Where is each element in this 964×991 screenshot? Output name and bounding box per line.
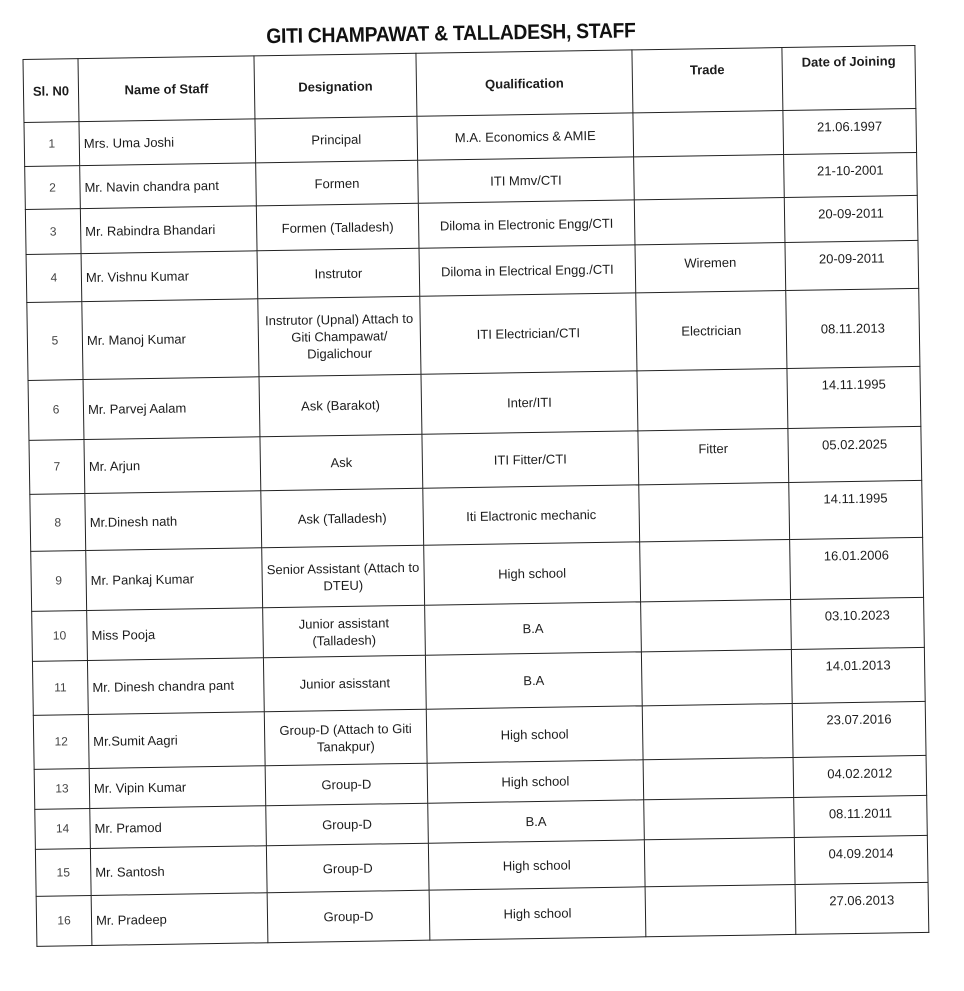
cell-sl: 8 bbox=[30, 494, 86, 552]
cell-sl: 2 bbox=[25, 166, 81, 210]
cell-date: 21.06.1997 bbox=[783, 108, 917, 154]
header-trade: Trade bbox=[632, 48, 783, 113]
cell-sl: 10 bbox=[32, 611, 88, 662]
cell-name: Mr. Dinesh chandra pant bbox=[87, 658, 264, 715]
cell-sl: 14 bbox=[35, 809, 91, 850]
cell-name: Mr. Rabindra Bhandari bbox=[80, 206, 257, 254]
cell-trade bbox=[642, 703, 793, 759]
cell-name: Mr. Manoj Kumar bbox=[82, 299, 259, 380]
cell-designation: Ask (Talladesh) bbox=[261, 488, 424, 548]
cell-qualification: High school bbox=[429, 887, 646, 940]
cell-date: 03.10.2023 bbox=[791, 597, 925, 649]
cell-designation: Group-D bbox=[266, 843, 429, 893]
cell-name: Mr. Pradeep bbox=[91, 893, 268, 946]
cell-date: 04.02.2012 bbox=[793, 755, 927, 797]
cell-name: Mr. Pankaj Kumar bbox=[86, 548, 263, 611]
cell-name: Mr. Pramod bbox=[90, 806, 267, 849]
cell-sl: 13 bbox=[34, 769, 90, 810]
cell-date: 27.06.2013 bbox=[795, 882, 929, 934]
cell-designation: Formen bbox=[256, 160, 419, 206]
cell-qualification: Diloma in Electrical Engg./CTI bbox=[419, 245, 636, 296]
cell-name: Mrs. Uma Joshi bbox=[79, 119, 256, 166]
cell-sl: 3 bbox=[25, 209, 81, 255]
cell-qualification: High school bbox=[424, 542, 641, 605]
cell-designation: Instrutor (Upnal) Attach to Giti Champawat/ Digalichour bbox=[258, 296, 421, 377]
staff-table bbox=[22, 45, 929, 947]
cell-date: 08.11.2013 bbox=[786, 288, 920, 368]
cell-trade bbox=[639, 482, 790, 541]
cell-date: 08.11.2011 bbox=[794, 795, 928, 837]
cell-qualification: ITI Mmv/CTI bbox=[418, 157, 635, 203]
cell-designation: Principal bbox=[255, 116, 418, 163]
cell-designation: Group-D bbox=[267, 890, 430, 943]
cell-sl: 5 bbox=[27, 302, 83, 381]
cell-trade bbox=[644, 837, 795, 886]
cell-name: Mr. Navin chandra pant bbox=[80, 163, 257, 209]
cell-sl: 4 bbox=[26, 254, 82, 303]
header-date-of-joining: Date of Joining bbox=[782, 45, 916, 110]
cell-name: Miss Pooja bbox=[87, 608, 264, 661]
header-name: Name of Staff bbox=[78, 56, 255, 122]
cell-trade: Fitter bbox=[638, 429, 789, 485]
cell-trade bbox=[640, 539, 791, 601]
cell-date: 04.09.2014 bbox=[794, 835, 928, 884]
cell-trade bbox=[644, 797, 795, 839]
cell-qualification: B.A bbox=[425, 652, 642, 709]
cell-date: 14.11.1995 bbox=[787, 366, 921, 428]
cell-qualification: High school bbox=[428, 840, 645, 890]
cell-qualification: High school bbox=[426, 706, 643, 763]
cell-qualification: ITI Electrician/CTI bbox=[420, 293, 637, 374]
cell-sl: 11 bbox=[32, 661, 88, 716]
cell-sl: 1 bbox=[24, 122, 80, 167]
cell-designation: Senior Assistant (Attach to DTEU) bbox=[262, 545, 425, 608]
cell-name: Mr. Vipin Kumar bbox=[89, 766, 266, 809]
cell-qualification: M.A. Economics & AMIE bbox=[417, 113, 634, 160]
cell-designation: Instrutor bbox=[257, 248, 420, 299]
cell-trade bbox=[641, 649, 792, 705]
cell-date: 20-09-2011 bbox=[784, 195, 918, 242]
cell-qualification: B.A bbox=[428, 800, 645, 843]
cell-designation: Junior asisstant bbox=[263, 655, 426, 712]
header-qualification: Qualification bbox=[416, 50, 633, 116]
cell-trade bbox=[634, 155, 785, 200]
cell-designation: Junior assistant (Talladesh) bbox=[263, 605, 426, 658]
cell-designation: Ask bbox=[260, 434, 423, 491]
staff-table-body bbox=[24, 108, 929, 946]
header-designation: Designation bbox=[254, 53, 417, 119]
cell-qualification: Iti Elactronic mechanic bbox=[423, 485, 640, 545]
cell-designation: Formen (Talladesh) bbox=[256, 203, 419, 251]
cell-sl: 9 bbox=[31, 551, 87, 612]
cell-sl: 15 bbox=[35, 849, 91, 897]
cell-trade bbox=[634, 198, 785, 245]
cell-date: 16.01.2006 bbox=[790, 537, 924, 599]
cell-date: 14.01.2013 bbox=[791, 647, 925, 703]
cell-qualification: B.A bbox=[425, 602, 642, 655]
cell-name: Mr.Sumit Aagri bbox=[88, 712, 265, 769]
document-title: GITI CHAMPAWAT & TALLADESH, STAFF bbox=[266, 19, 636, 49]
cell-qualification: Diloma in Electronic Engg/CTI bbox=[418, 200, 635, 248]
cell-date: 14.11.1995 bbox=[789, 480, 923, 539]
cell-qualification: Inter/ITI bbox=[421, 371, 638, 434]
cell-qualification: High school bbox=[427, 760, 644, 803]
cell-date: 21-10-2001 bbox=[784, 152, 918, 197]
header-sl-no: Sl. N0 bbox=[23, 59, 79, 123]
cell-name: Mr. Parvej Aalam bbox=[83, 377, 260, 440]
cell-qualification: ITI Fitter/CTI bbox=[422, 431, 639, 488]
table-row bbox=[27, 288, 920, 380]
cell-designation: Group-D bbox=[266, 803, 429, 846]
cell-trade bbox=[633, 111, 784, 157]
cell-sl: 7 bbox=[29, 440, 85, 495]
cell-trade bbox=[645, 884, 796, 936]
cell-designation: Ask (Barakot) bbox=[259, 374, 422, 437]
cell-trade bbox=[641, 599, 792, 651]
cell-name: Mr.Dinesh nath bbox=[85, 491, 262, 551]
cell-name: Mr. Arjun bbox=[84, 437, 261, 494]
cell-date: 20-09-2011 bbox=[785, 240, 919, 290]
cell-name: Mr. Vishnu Kumar bbox=[81, 251, 258, 302]
cell-sl: 16 bbox=[36, 896, 92, 947]
cell-name: Mr. Santosh bbox=[90, 846, 267, 896]
cell-sl: 6 bbox=[28, 380, 84, 441]
cell-date: 23.07.2016 bbox=[792, 701, 926, 757]
cell-trade: Electrician bbox=[636, 291, 787, 371]
cell-designation: Group-D (Attach to Giti Tanakpur) bbox=[264, 709, 427, 766]
cell-trade bbox=[643, 757, 794, 799]
cell-date: 05.02.2025 bbox=[788, 426, 922, 482]
cell-sl: 12 bbox=[33, 715, 89, 770]
cell-trade: Wiremen bbox=[635, 243, 786, 293]
cell-designation: Group-D bbox=[265, 763, 428, 806]
cell-trade bbox=[637, 369, 788, 431]
